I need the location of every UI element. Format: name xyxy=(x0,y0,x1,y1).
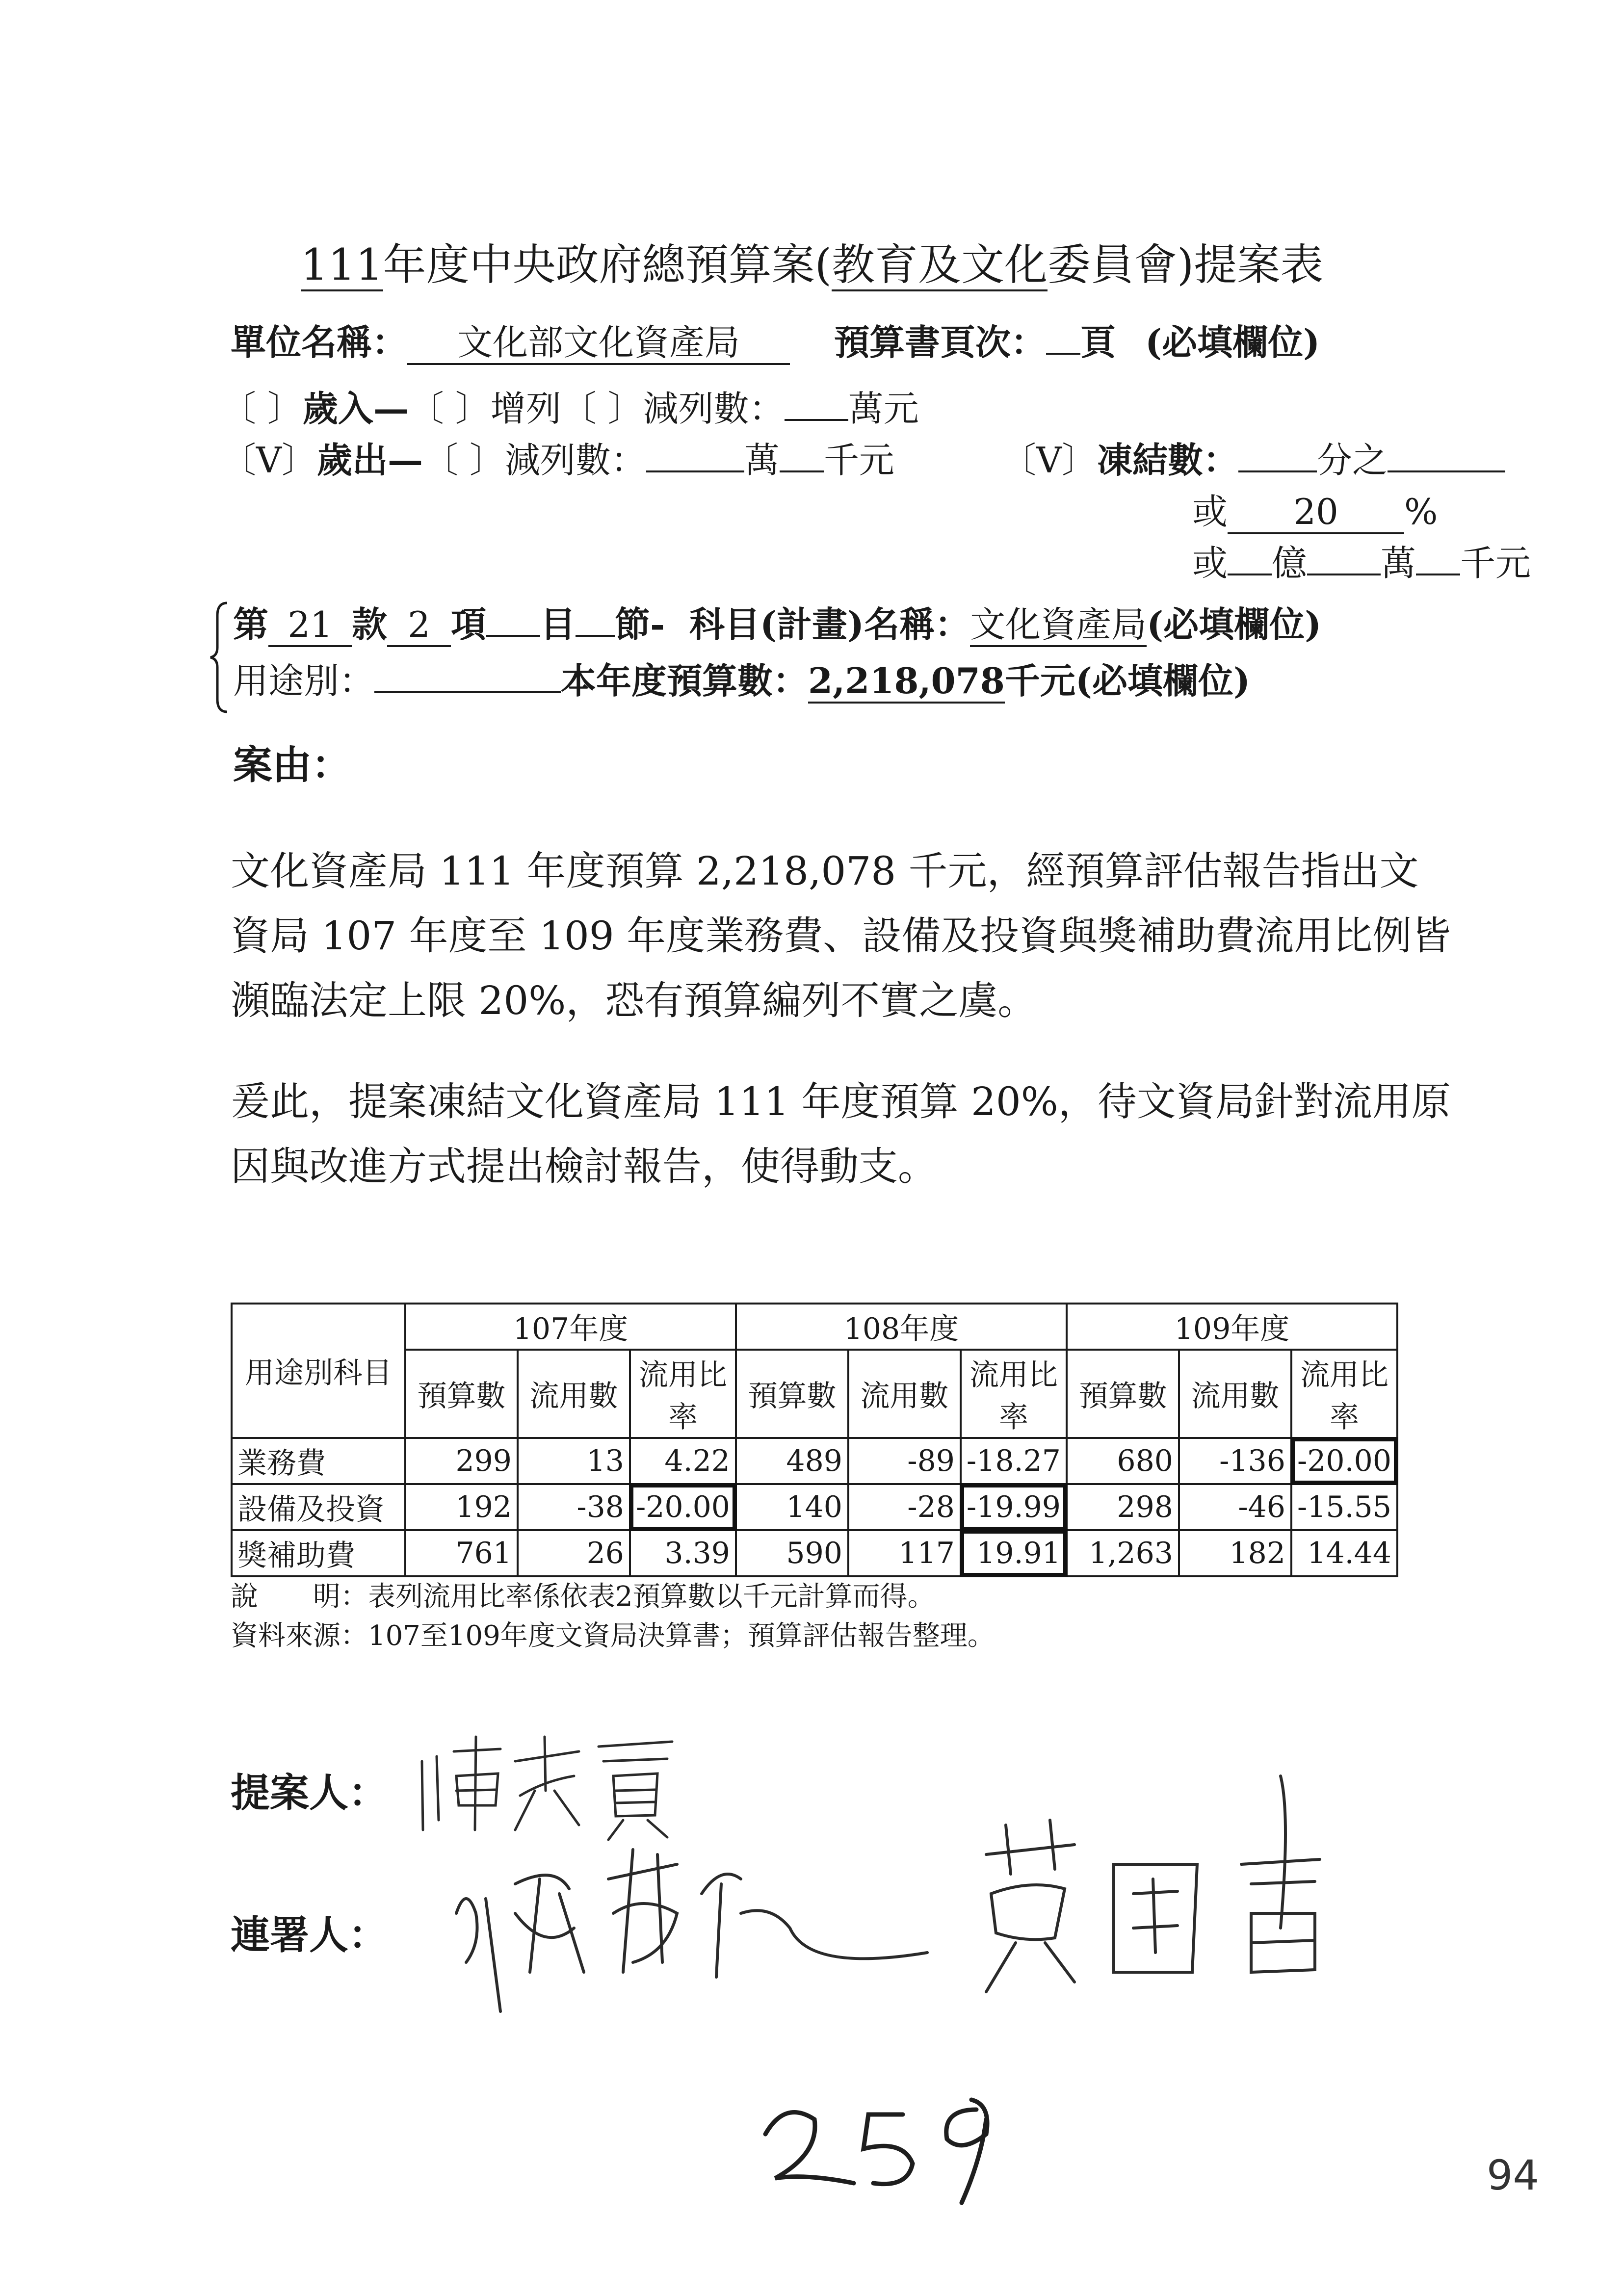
proposer-label: 提案人： xyxy=(231,1770,388,1816)
table-row xyxy=(232,1530,1397,1576)
cell: 1,263 xyxy=(1067,1530,1179,1576)
cell: 3.39 xyxy=(630,1530,736,1576)
cell: 117 xyxy=(848,1530,961,1576)
cosigner-label: 連署人： xyxy=(231,1912,388,1958)
usage-line xyxy=(233,652,1250,704)
table-row xyxy=(232,1438,1397,1484)
expenditure-check: 〔V〕 xyxy=(221,440,317,481)
expenditure-label: 歲出— xyxy=(317,439,423,481)
cell: 192 xyxy=(405,1484,518,1530)
year-header-108: 108年度 xyxy=(736,1304,1067,1350)
cell: 182 xyxy=(1179,1530,1291,1576)
cell: -89 xyxy=(848,1438,961,1484)
freeze-percent-value: 20 xyxy=(1228,492,1404,534)
cell: -136 xyxy=(1179,1438,1291,1484)
budget-label: 本年度預算數： xyxy=(561,660,809,702)
col-header: 預算數 xyxy=(405,1350,518,1438)
subject-required: (必填欄位) xyxy=(1147,603,1322,645)
highlighted-cell: -20.00 xyxy=(630,1484,736,1530)
cell: 4.22 xyxy=(630,1438,736,1484)
jie-label: 節- xyxy=(615,603,665,645)
col-header: 流用比率 xyxy=(961,1350,1067,1438)
row-label: 設備及投資 xyxy=(232,1484,405,1530)
cell: 590 xyxy=(736,1530,848,1576)
freeze-amount-line xyxy=(1192,535,1531,586)
row-label: 業務費 xyxy=(232,1438,405,1484)
expenditure-decrease: 〔 〕減列數： xyxy=(423,440,646,481)
highlighted-cell: -20.00 xyxy=(1291,1438,1397,1484)
unit-line xyxy=(231,314,1320,365)
page-title xyxy=(0,231,1624,292)
col-header: 預算數 xyxy=(1067,1350,1179,1438)
di-label: 第 xyxy=(233,603,269,645)
cell: -46 xyxy=(1179,1484,1291,1530)
case-label: 案由： xyxy=(233,742,351,788)
budget-table xyxy=(231,1303,1398,1577)
title-committee: 教育及文化 xyxy=(832,240,1048,291)
subject-name-value: 文化資產局 xyxy=(970,604,1147,647)
highlighted-cell: -19.99 xyxy=(961,1484,1067,1530)
revenue-decrease: 〔 〕減列數： xyxy=(561,388,785,429)
subject-line xyxy=(233,596,1321,647)
unit-label: 單位名稱： xyxy=(231,321,408,363)
cosigner-signatures xyxy=(446,1766,1379,2021)
revenue-amount xyxy=(785,419,848,421)
page-number: 94 xyxy=(1487,2151,1539,2199)
cell: 13 xyxy=(518,1438,630,1484)
qian-unit: 千元 xyxy=(1460,543,1531,584)
paragraph-1: 文化資產局 111 年度預算 2,218,078 千元，經預算評估報告指出文資局 107 年度至 109 年度業務費、設備及投資與獎補助費流用比例皆瀕臨法定上限 20%，恐有預算編列不實之虞。 xyxy=(231,848,1451,1023)
budget-value: 2,218,078 xyxy=(808,661,1005,704)
percent-unit: % xyxy=(1404,491,1438,532)
kuan-unit: 款 xyxy=(352,603,388,645)
cell: 489 xyxy=(736,1438,848,1484)
budget-required: (必填欄位) xyxy=(1075,660,1251,702)
xiang-unit: 項 xyxy=(451,603,487,645)
paragraph-2: 爰此，提案凍結文化資產局 111 年度預算 20%，待文資局針對流用原因與改進方式提出檢討報告，使得動支。 xyxy=(231,1079,1451,1189)
table-row xyxy=(232,1484,1397,1530)
title-year: 111 xyxy=(301,240,383,291)
year-header-109: 109年度 xyxy=(1067,1304,1397,1350)
page-label: 預算書頁次： xyxy=(834,321,1047,363)
left-brace xyxy=(209,601,228,714)
or-label: 或 xyxy=(1192,491,1228,532)
expenditure-line xyxy=(221,432,894,483)
budget-unit: 千元 xyxy=(1004,660,1075,702)
cell: -28 xyxy=(848,1484,961,1530)
cell: 298 xyxy=(1067,1484,1179,1530)
revenue-line xyxy=(221,380,919,431)
cell: 680 xyxy=(1067,1438,1179,1484)
or-label-2: 或 xyxy=(1192,543,1228,584)
cell: -15.55 xyxy=(1291,1484,1397,1530)
col-header: 流用比率 xyxy=(630,1350,736,1438)
expenditure-qian: 千元 xyxy=(823,440,894,481)
cell: 140 xyxy=(736,1484,848,1530)
xiang-value: 2 xyxy=(387,604,451,647)
expenditure-wan: 萬 xyxy=(744,440,780,481)
row-label: 獎補助費 xyxy=(232,1530,405,1576)
col-header: 流用比率 xyxy=(1291,1350,1397,1438)
col-header: 流用數 xyxy=(518,1350,630,1438)
col-header: 流用數 xyxy=(1179,1350,1291,1438)
fraction-of: 分之 xyxy=(1317,440,1388,481)
usage-label: 用途別： xyxy=(233,660,375,702)
freeze-percent-line xyxy=(1192,483,1438,534)
wan-unit: 萬 xyxy=(1381,543,1416,584)
mu-unit: 目 xyxy=(540,603,576,645)
revenue-label: 歲入— xyxy=(302,388,409,429)
page-value xyxy=(1046,353,1080,355)
col-header: 流用數 xyxy=(848,1350,961,1438)
row-header: 用途別科目 xyxy=(232,1304,405,1438)
cell: -18.27 xyxy=(961,1438,1067,1484)
cell: 761 xyxy=(405,1530,518,1576)
cell: 26 xyxy=(518,1530,630,1576)
title-post: 委員會)提案表 xyxy=(1047,239,1324,290)
required-note: (必填欄位) xyxy=(1145,321,1320,363)
freeze-label: 凍結數： xyxy=(1097,439,1239,481)
table-source: 資料來源：107至109年度文資局決算書；預算評估報告整理。 xyxy=(231,1620,995,1652)
freeze-line xyxy=(1001,432,1505,483)
col-header: 預算數 xyxy=(736,1350,848,1438)
usage-value xyxy=(374,691,561,693)
cell: -38 xyxy=(518,1484,630,1530)
title-pre: 年度中央政府總預算案( xyxy=(383,239,832,290)
freeze-check: 〔V〕 xyxy=(1001,440,1097,481)
cell: 14.44 xyxy=(1291,1530,1397,1576)
revenue-increase: 〔 〕增列 xyxy=(408,388,561,429)
revenue-unit: 萬元 xyxy=(848,388,919,429)
page-unit: 頁 xyxy=(1080,321,1116,363)
highlighted-cell: 19.91 xyxy=(961,1530,1067,1576)
yi-unit: 億 xyxy=(1272,543,1308,584)
year-header-107: 107年度 xyxy=(405,1304,736,1350)
kuan-value: 21 xyxy=(268,604,352,647)
revenue-check: 〔 〕 xyxy=(221,388,303,429)
subject-name-label: 科目(計畫)名稱： xyxy=(689,603,970,645)
handwritten-259 xyxy=(756,2061,1030,2208)
unit-value: 文化部文化資產局 xyxy=(407,322,790,365)
table-note: 說 明：表列流用比率係依表2預算數以千元計算而得。 xyxy=(231,1581,935,1613)
cell: 299 xyxy=(405,1438,518,1484)
